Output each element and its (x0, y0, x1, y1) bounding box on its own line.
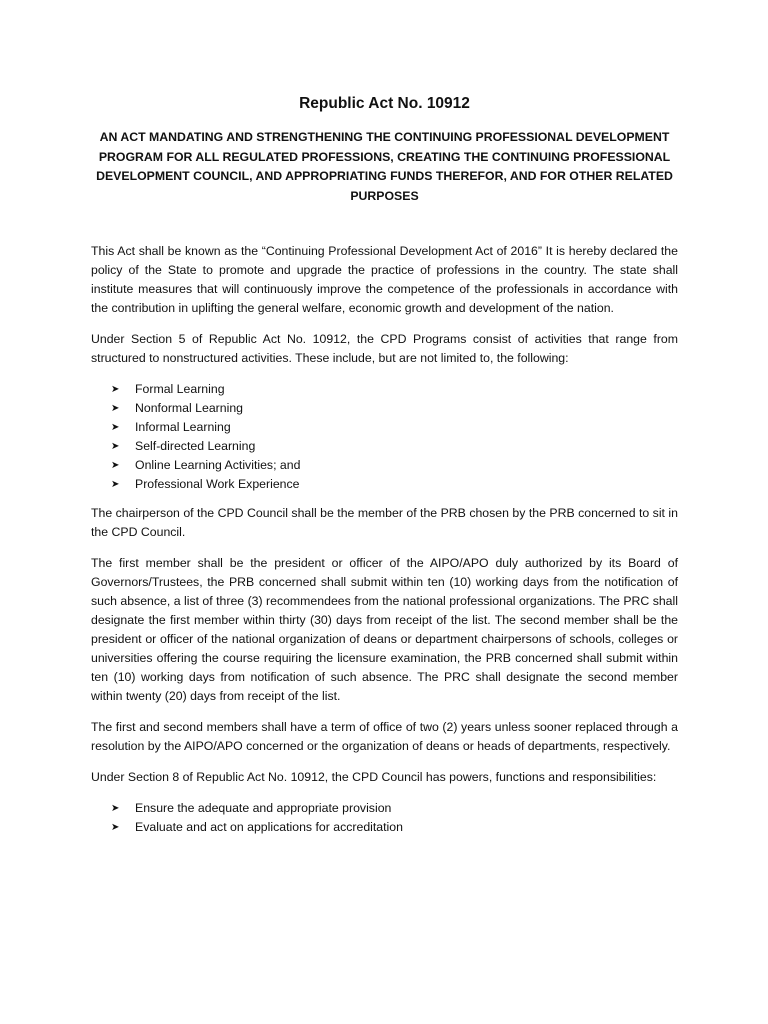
arrow-bullet-icon: ➤ (111, 479, 120, 490)
arrow-bullet-icon: ➤ (111, 822, 120, 833)
arrow-bullet-icon: ➤ (111, 403, 120, 414)
list-item (111, 399, 678, 418)
arrow-bullet-icon: ➤ (111, 384, 120, 395)
arrow-bullet-icon: ➤ (111, 460, 120, 471)
list-item (111, 818, 678, 837)
list-item-text: Evaluate and act on applications for accreditation (135, 820, 403, 834)
paragraph-section-8: Under Section 8 of Republic Act No. 10912, the CPD Council has powers, functions and responsibilities: (91, 770, 657, 784)
council-powers-list (91, 799, 678, 837)
document-subtitle: AN ACT MANDATING AND STRENGTHENING THE CONTINUING PROFESSIONAL DEVELOPMENT PROGRAM FOR ALL REGULATED PROFESSIONS, CREATING THE CONTINUING PROFESSIONAL DEVELOPMENT COUNCIL, AND APPROPRIATING FUNDS THEREFOR, AND FOR OTHER RELATED PURPOSES (96, 130, 673, 203)
list-item-text: Informal Learning (135, 420, 231, 434)
arrow-bullet-icon: ➤ (111, 803, 120, 814)
arrow-bullet-icon: ➤ (111, 422, 120, 433)
list-item (111, 475, 678, 494)
list-item (111, 437, 678, 456)
paragraph-section-5: Under Section 5 of Republic Act No. 10912, the CPD Programs consist of activities that range from structured to nonstructured activities. These include, but are not limited to, the following: (91, 332, 678, 365)
list-item-text: Self-directed Learning (135, 439, 256, 453)
list-item (111, 456, 678, 475)
list-item-text: Professional Work Experience (135, 477, 300, 491)
document-page (91, 94, 678, 847)
cpd-programs-list (91, 380, 678, 494)
list-item (111, 799, 678, 818)
list-item (111, 380, 678, 399)
list-item-text: Nonformal Learning (135, 401, 244, 415)
list-item-text: Online Learning Activities; and (135, 458, 301, 472)
list-item-text: Ensure the adequate and appropriate provision (135, 801, 392, 815)
list-item-text: Formal Learning (135, 382, 225, 396)
list-item (111, 418, 678, 437)
paragraph-members: The first member shall be the president or officer of the AIPO/APO duly authorized by its Board of Governors/Trustees, the PRB concerned shall submit within ten (10) working days from the notification of such absence, a list of three (3) recommendees from the national professional organizations. The PRC shall designate the first member within thirty (30) days from receipt of the list. The second member shall be the president or officer of the national organization of deans or department chairpersons of schools, colleges or universities offering the course requiring the licensure examination, the PRB concerned shall submit within ten (10) working days from notification of such absence. The PRC shall designate the second member within twenty (20) days from receipt of the list. (91, 556, 678, 703)
paragraph-policy: This Act shall be known as the “Continuing Professional Development Act of 2016” It is hereby declared the policy of the State to promote and upgrade the practice of professions in the country. The state shall institute measures that will continuously improve the competence of the professionals in accordance with the contribution in uplifting the general welfare, economic growth and development of the nation. (91, 244, 678, 315)
arrow-bullet-icon: ➤ (111, 441, 120, 452)
paragraph-chairperson: The chairperson of the CPD Council shall be the member of the PRB chosen by the PRB concerned to sit in the CPD Council. (91, 506, 678, 539)
document-title: Republic Act No. 10912 (299, 95, 470, 112)
paragraph-term-of-office: The first and second members shall have a term of office of two (2) years unless sooner replaced through a resolution by the AIPO/APO concerned or the organization of deans or heads of departments, respectively. (91, 720, 678, 753)
